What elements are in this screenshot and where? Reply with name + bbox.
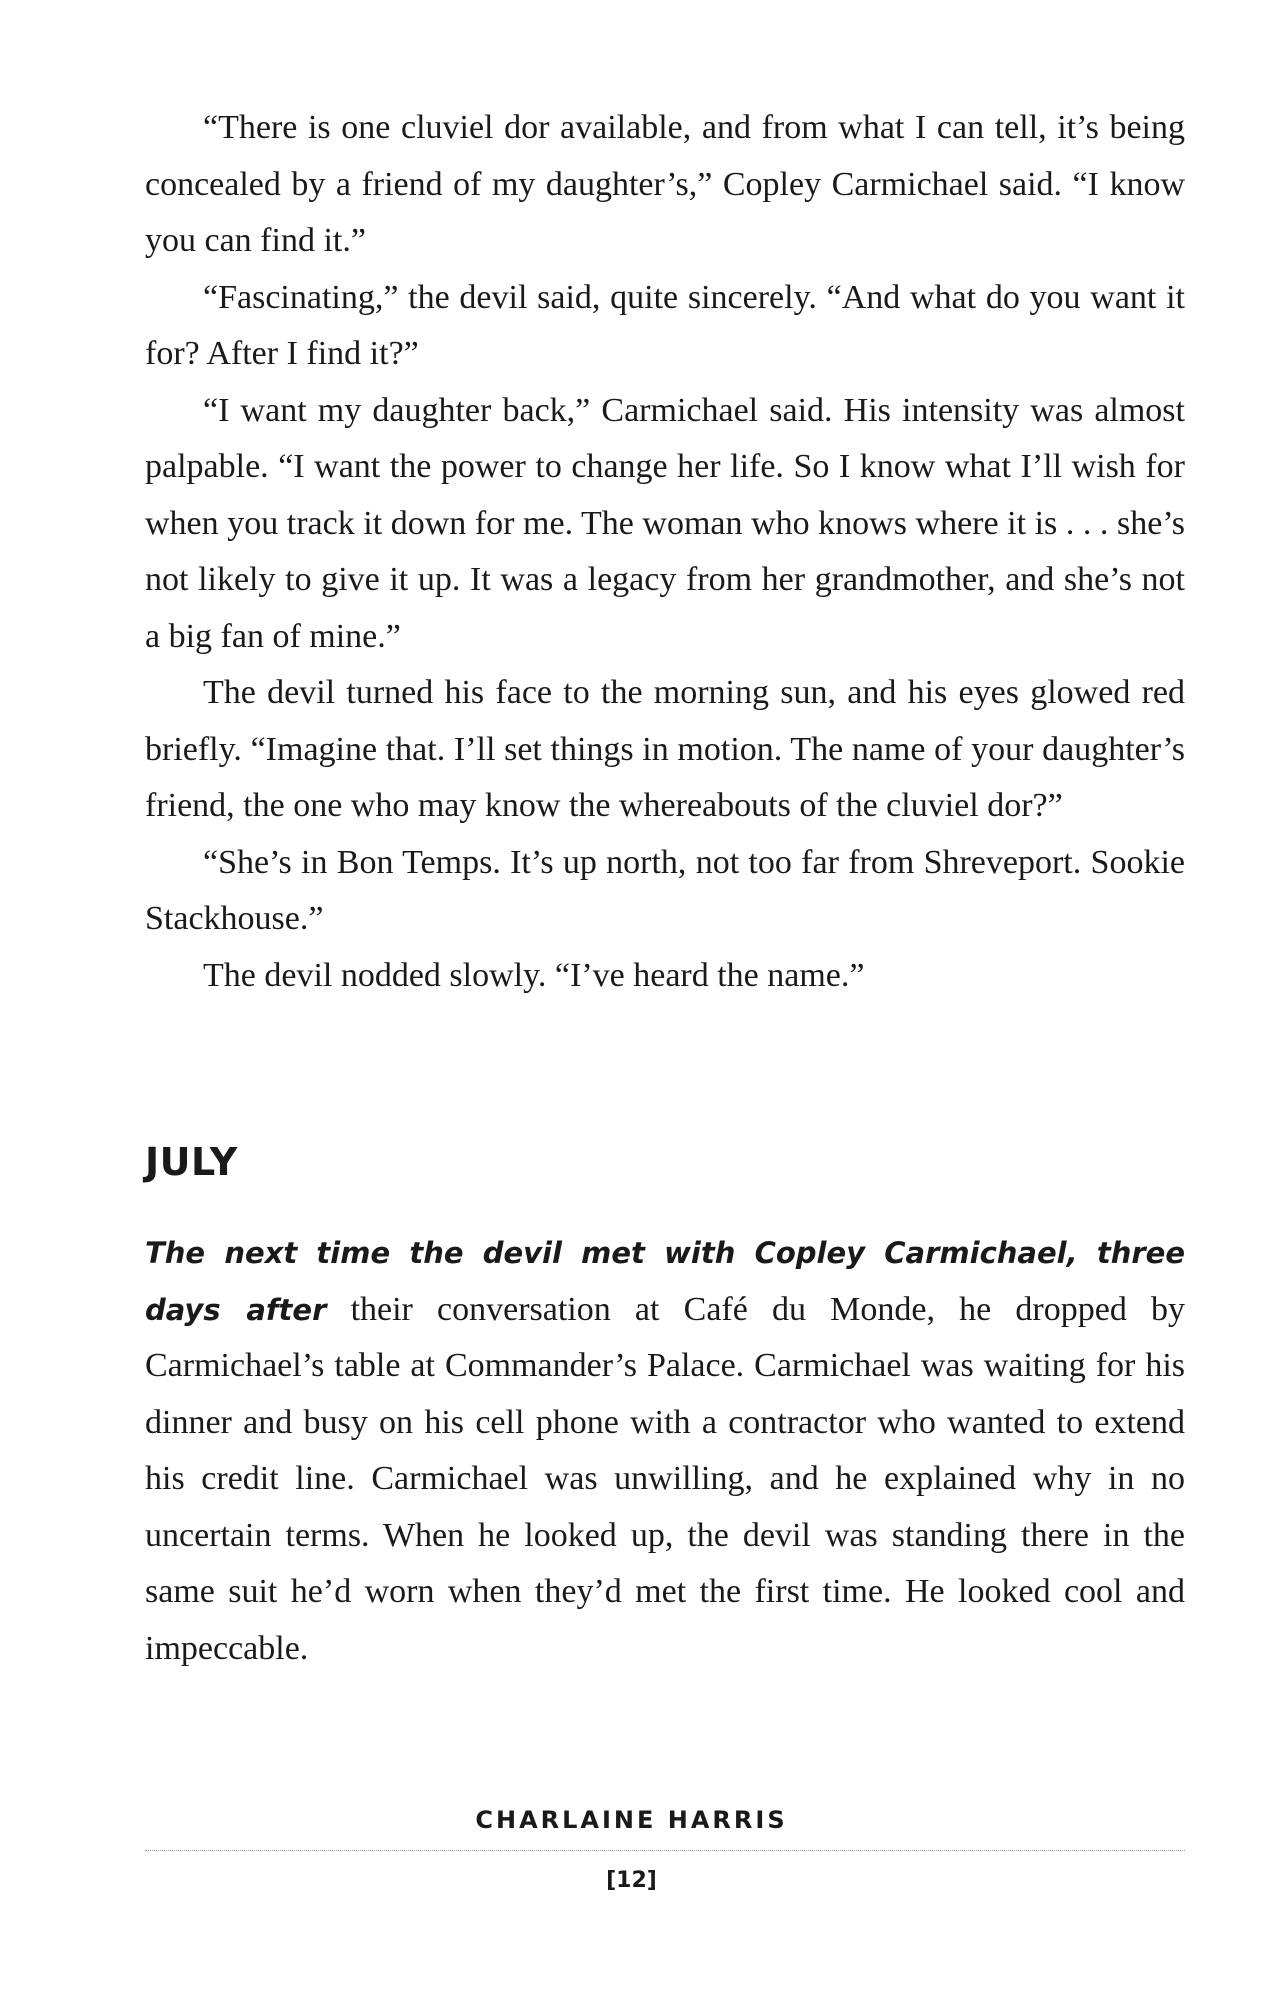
chapter-opening-paragraph bbox=[145, 1225, 1185, 1677]
running-footer-author: CHARLAINE HARRIS bbox=[475, 1806, 788, 1834]
paragraph: “I want my daughter back,” Carmichael said. His intensity was almost palpable. “I want the power to change her life. So I know what I’ll wish for when you track it down for me. The woman who knows where it is . . . she’s not likely to give it up. It was a legacy from her grandmother, and she’s not a big fan of mine.” bbox=[145, 391, 1185, 655]
chapter-heading: JULY bbox=[145, 1140, 238, 1184]
paragraph: The devil turned his face to the morning sun, and his eyes glowed red briefly. “Imagine that. I’ll set things in motion. The name of your daughter’s friend, the one who may know the whereabouts of the cluviel dor?” bbox=[145, 674, 1185, 824]
page-number: [12] bbox=[606, 1868, 657, 1893]
chapter-body-text: their conversation at Café du Monde, he dropped by Carmichael’s table at Commander’s Palace. Carmichael was waiting for his dinner and busy on his cell phone with a contractor who wanted to extend his credit line. Carmichael was unwilling, and he explained why in no uncertain terms. When he looked up, the devil was standing there in the same suit he’d worn when they’d met the first time. He looked cool and impeccable. bbox=[145, 1290, 1185, 1667]
footer-divider bbox=[145, 1850, 1185, 1851]
paragraph: The devil nodded slowly. “I’ve heard the name.” bbox=[203, 956, 865, 994]
paragraph: “There is one cluviel dor available, and from what I can tell, it’s being concealed by a friend of my daughter’s,” Copley Carmichael said. “I know you can find it.” bbox=[145, 109, 1185, 259]
body-text-top bbox=[145, 100, 1185, 1004]
body-text-chapter bbox=[145, 1225, 1185, 1677]
paragraph: “She’s in Bon Temps. It’s up north, not too far from Shreveport. Sookie Stackhouse.” bbox=[145, 843, 1185, 937]
paragraph: “Fascinating,” the devil said, quite sincerely. “And what do you want it for? After I find it?” bbox=[145, 278, 1185, 372]
chapter-lead-in: The next time the devil met with Copley Carmichael, three days after bbox=[145, 1236, 1185, 1327]
